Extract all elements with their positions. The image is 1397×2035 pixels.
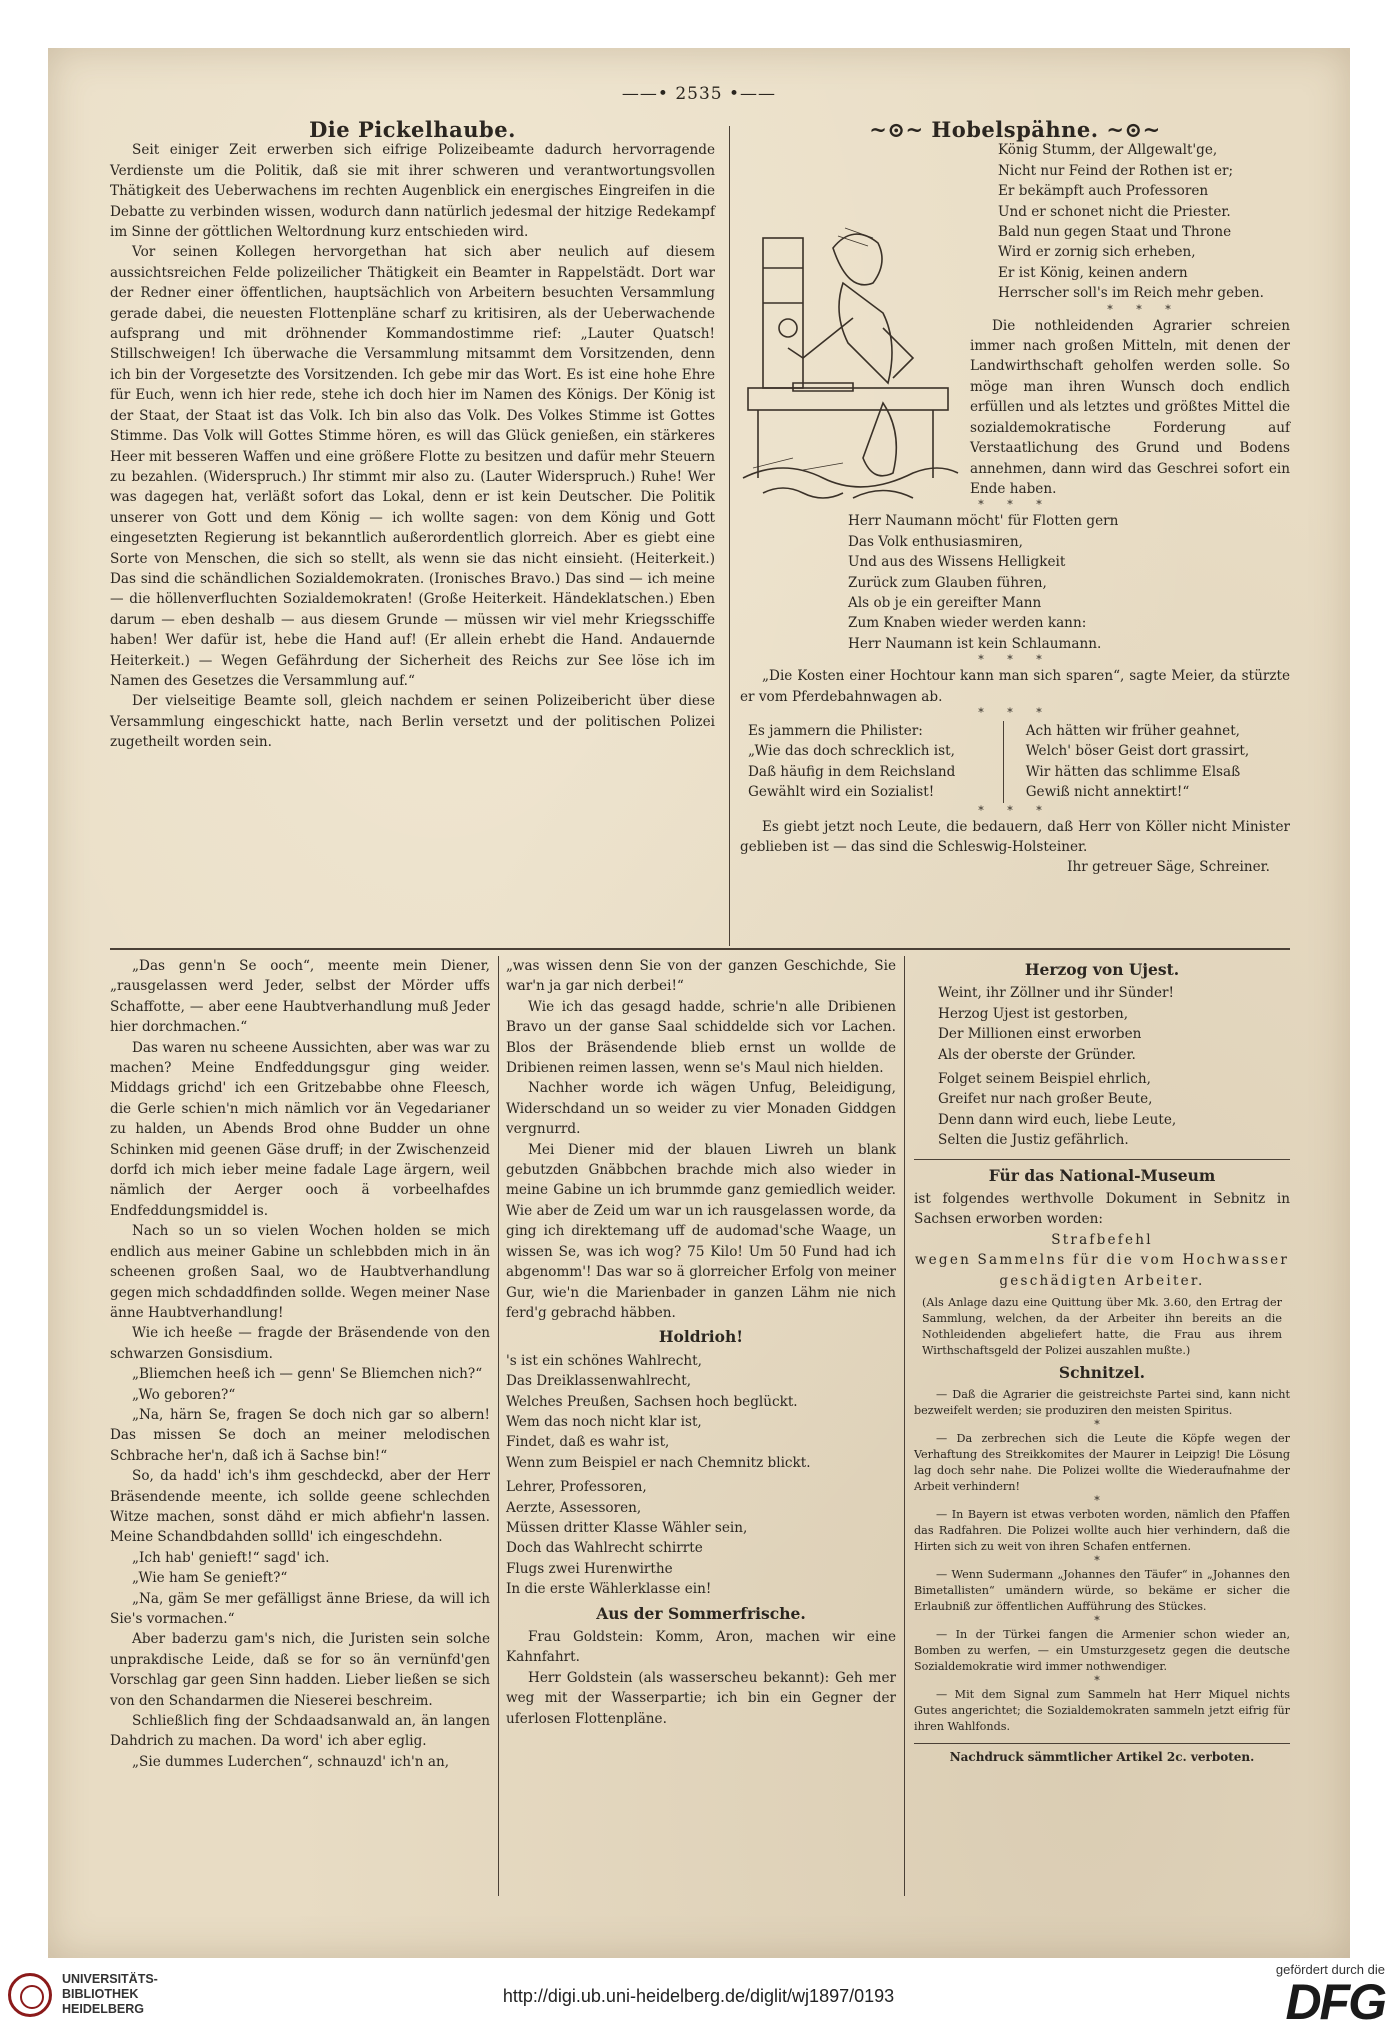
- poem-ujest: [914, 983, 1290, 1150]
- verse-line: Das Dreiklassenwahlrecht,: [506, 1373, 692, 1390]
- list-item: — Da zerbrechen sich die Leute die Köpfe wegen der Verhaftung des Streikkomites der Maurer in Leipzig! Die Lösung lag doch sehr nahe. Die Polizei wollte die Wiederaufnahme der Arbeit verhindern!: [914, 1431, 1290, 1493]
- carpenter-illustration: [733, 208, 963, 513]
- verse-line: Lehrer, Professoren,: [506, 1479, 647, 1496]
- separator-star: *: [1094, 1673, 1110, 1687]
- verse-line: Welch' böser Geist dort grassirt,: [1025, 743, 1250, 760]
- paragraph: Die nothleidenden Agrarier schreien immer nach großen Mitteln, mit denen der Landwirthschaft geholfen werden solle. So möge man ihren Wunsch doch endlich erfüllen und als letztes und größtes Mittel die sozialdemokratische Forderung auf Verstaatlichung des Grund und Bodens annehmen, dann wird das Geschrei sofort ein Ende haben.: [970, 317, 1290, 497]
- section-title: Herzog von Ujest.: [1024, 960, 1180, 979]
- paragraph: „Die Kosten einer Hochtour kann man sich sparen“, sagte Meier, da stürzte er vom Pferdebahnwagen ab.: [740, 668, 1290, 705]
- verse-line: „Wie das doch schrecklich ist,: [748, 743, 955, 760]
- paragraph: ist folgendes werthvolle Dokument in Sebnitz in Sachsen erworben worden:: [914, 1191, 1290, 1228]
- paragraph: „Das genn'n Se ooch“, meente mein Diener, „rausgelassen werd Jeder, selbst der Mörder uffs Schaffotte, — aber eene Haubtverhandlung muß Jeder hier dorchmachen.“: [110, 958, 490, 1036]
- paragraph: „Wie ham Se genieft?“: [132, 1570, 288, 1587]
- paragraph: „Na, gäm Se mer gefälligst änne Briese, da will ich Sie's vormachen.“: [110, 1590, 490, 1627]
- separator-stars: * * *: [978, 498, 1052, 512]
- dfg-logo[interactable]: [1275, 1962, 1385, 2030]
- ornament: ~⊙~: [1106, 117, 1161, 142]
- verse-line: Herzog Ujest ist gestorben,: [938, 1005, 1129, 1022]
- paragraph: Schließlich fing der Schdaadsanwald an, än langen Dahdrich zu machen. Da word' ich aber eglig.: [110, 1713, 490, 1750]
- verse-line: Und er schonet nicht die Priester.: [998, 203, 1231, 220]
- paragraph: Herr Goldstein (als wasserscheu bekannt): Geh mer weg mit der Wasserpartie; ich bin ein Gegner der uferlosen Flottenpläne.: [506, 1669, 896, 1727]
- paragraph: Frau Goldstein: Komm, Aron, machen wir eine Kahnfahrt.: [506, 1629, 896, 1666]
- verse-line: In die erste Wählerklasse ein!: [506, 1581, 712, 1598]
- verse-line: Herrscher soll's im Reich mehr geben.: [998, 285, 1264, 302]
- separator-stars: * * *: [978, 705, 1052, 719]
- paragraph: Mei Diener mid der blauen Liwreh un blank gebutzden Gnäbbchen brachde mich also wieder in meine Gabine un ich brummde ganz gemiedlich weider. Wie aber de Zeid um war un ich rausgelassen worde, da ging ich direktemang uff de audomad'sche Waage, un wissen Se, was ich wog? 75 Kilo! Um 50 Fund had ich abgenomm'! Das war so ä glorreicher Erfolg von meiner Gur, wie'n die Marienbader in ganzen Lähm nie nich ferd'g gebrachd häbben.: [506, 1141, 896, 1321]
- verse-line: Gewiß nicht annektirt!“: [1025, 784, 1190, 801]
- article-title: Die Pickelhaube.: [309, 117, 516, 142]
- separator-star: *: [1094, 1553, 1110, 1567]
- paragraph: Der vielseitige Beamte soll, gleich nachdem er seinen Polizeibericht über diese Versammlung eingeschickt hatte, nach Berlin versetzt und der politischen Polizei zugetheilt worden sein.: [110, 693, 715, 751]
- verse-line: Als der oberste der Gründer.: [938, 1046, 1136, 1063]
- schnitzel-list: [914, 1387, 1290, 1735]
- verse-line: Findet, daß es wahr ist,: [506, 1434, 670, 1451]
- separator-stars: * * *: [978, 803, 1052, 817]
- verse-line: Wem das noch nicht klar ist,: [506, 1413, 702, 1430]
- verse-line: Weint, ihr Zöllner und ihr Sünder!: [938, 985, 1174, 1002]
- poem-column: [748, 721, 1004, 803]
- paragraph: „Sie dummes Luderchen“, schnauzd' ich'n an,: [132, 1753, 450, 1770]
- verse-line: Nicht nur Feind der Rothen ist er;: [998, 162, 1234, 179]
- verse-line: Aerzte, Assessoren,: [506, 1499, 642, 1516]
- verse-line: Greifet nur nach großer Beute,: [938, 1091, 1153, 1108]
- list-item: — In Bayern ist etwas verboten worden, nämlich den Pfaffen das Radfahren. Die Polizei wollte auch hier verhindern, daß die Hirten sich zu weit von ihren Schafen entfernen.: [914, 1507, 1290, 1553]
- section-title: Für das National-Museum: [988, 1165, 1216, 1185]
- verse-line: Folget seinem Beispiel ehrlich,: [938, 1071, 1151, 1088]
- viewer-footer: [0, 1958, 1397, 2035]
- paragraph: Nach so un so vielen Wochen holden se mich endlich aus meiner Gabine un schlebbden mich in än scheenen großen Saal, wo de Haubtverhandlung gegen mich schdaddfinden sollde. Wegen meiner Nase änne Haubtverhandlung!: [110, 1223, 490, 1321]
- verse-line: Bald nun gegen Staat und Throne: [998, 224, 1232, 241]
- verse-line: Selten die Justiz gefährlich.: [938, 1132, 1129, 1149]
- paragraph: Vor seinen Kollegen hervorgethan hat sich aber neulich auf diesem aussichtsreichen Felde polizeilicher Thätigkeit ein Beamter in Rappelstädt. Dort war der Redner einer öffentlichen, hauptsächlich von Arbeitern besuchten Versammlung gerade dabei, die neuesten Flottenpläne scharf zu kritisiren, als der Ueberwachende aufsprang und mit dröhnender Kommandostimme rief: „Lauter Quatsch! Stillschweigen! Ich überwache die Versammlung mitsammt dem Vorsitzenden, denn ich bin der Vorgesetzte des Vorsitzenden. Ich gebe mir das Wort. Es ist eine hohe Ehre für Euch, wenn ich hier rede, stehe ich doch hier im Namen des Königs. Der König ist der Staat, der Staat ist das Volk. Ich bin also das Volk. Des Volkes Stimme ist Gottes Stimme. Das Volk will Gottes Stimme hören, es will das Glück genießen, ein stärkeres Heer mit besseren Waffen und eine größere Flotte zu besitzen und dafür mehr Steuern zu bezahlen. (Widerspruch.) Ihr stimmt mir also zu. (Lauter Widerspruch.) Ruhe! Wer was dagegen hat, verläßt sofort das Lokal, denn er ist kein Deutscher. Die Politik unserer von Gott und dem König — ich wollte sagen: von dem König und Gott eingesetzten Regierung ist bekanntlich außerordentlich glorreich. Aber es giebt eine Sorte von Menschen, die sich so stellt, als wenn sie das nicht einsieht. (Heiterkeit.) Das sind die schändlichen Sozialdemokraten. (Ironisches Bravo.) Das sind — ich meine — die höllenverfluchten Sozialdemokraten! (Große Heiterkeit. Händeklatschen.) Eben darum — eben deshalb — aus diesem Grunde — müssen wir viel mehr Kriegsschiffe haben! Wer dafür ist, hebe die Hand auf! (Er allein erhebt die Hand. Andauernde Heiterkeit.) — Wegen Gefährdung der Sicherheit des Reichs zur See löse ich im Namen des Gesetzes die Versammlung auf.“: [110, 244, 715, 689]
- verse-line: Wir hätten das schlimme Elsaß: [1025, 763, 1241, 780]
- verse-line: Doch das Wahlrecht schirrte: [506, 1540, 703, 1557]
- copyright-notice: Nachdruck sämmtlicher Artikel 2c. verboten.: [914, 1743, 1290, 1767]
- list-item: — Mit dem Signal zum Sammeln hat Herr Miquel nichts Gutes angerichtet; die Sozialdemokraten sammeln jetzt eifrig für ihren Wahlfonds.: [914, 1687, 1290, 1733]
- paragraph: Es giebt jetzt noch Leute, die bedauern, daß Herr von Köller nicht Minister geblieben ist — das sind die Schleswig-Holsteiner.: [740, 818, 1290, 855]
- right-column: [914, 956, 1290, 1767]
- section-title: Schnitzel.: [1058, 1363, 1146, 1383]
- separator-star: *: [1094, 1417, 1110, 1431]
- column-divider: [904, 956, 905, 1896]
- verse-line: Herr Naumann möcht' für Flotten gern: [848, 513, 1119, 530]
- paragraph: Nachher worde ich wägen Unfug, Beleidigung, Widerschdand un so weider zu vier Monaden Giddgen vergnurrd.: [506, 1080, 896, 1138]
- paragraph: Wie ich das gesagd hadde, schrie'n alle Dribienen Bravo un der ganse Saal schiddelde sich vor Lachen. Blos der Bräsendende blieb ernst un wollde de Dribienen reimen lassen, wenn se's Maul nich hielden.: [506, 998, 896, 1077]
- paragraph: „Wo geboren?“: [132, 1386, 236, 1403]
- list-item: — In der Türkei fangen die Armenier schon wieder an, Bomben zu werfen, — ein Umsturzgesetz gegen die deutsche Sozialdemokratie wird immer nothwendiger.: [914, 1627, 1290, 1673]
- ornament: ~⊙~: [869, 117, 924, 142]
- dialect-column-2: [506, 956, 896, 1729]
- museum-note: (Als Anlage dazu eine Quittung über Mk. 3.60, den Ertrag der Sammlung, welchen, da der Arbeiter ihn bereits an die Nothleidenden abgeliefert hatte, die Frau aus ihrem Wirthschaftsgeld der Polizei auszahlen mußte.): [922, 1296, 1282, 1358]
- library-name: UNIVERSITÄTS- BIBLIOTHEK HEIDELBERG: [62, 1972, 158, 2016]
- strafbefehl-title: Strafbefehl: [1051, 1231, 1153, 1248]
- verse-line: Der Millionen einst erworben: [938, 1026, 1142, 1043]
- poem-naumann: [740, 511, 1290, 654]
- verse-line: Er ist König, keinen andern: [998, 264, 1188, 281]
- verse-line: Es jammern die Philister:: [748, 722, 923, 739]
- paragraph: So, da hadd' ich's ihm geschdeckd, aber der Herr Bräsendende meente, ich sollde geene schlechden Witze machen, sonst dähd er mich abfiehr'n lassen. Meine Schandbdahden sollld' ich eingeschdehn.: [110, 1468, 490, 1546]
- paragraph: „was wissen denn Sie von der ganzen Geschichde, Sie war'n ja gar nich derbei!“: [506, 958, 896, 995]
- poem-holdrioh: [506, 1351, 896, 1600]
- page-number: ——• 2535 •——: [621, 84, 777, 104]
- section-title: Holdrioh!: [658, 1327, 744, 1347]
- verse-line: Welches Preußen, Sachsen hoch beglückt.: [506, 1393, 798, 1410]
- poem-elsass: [740, 719, 1290, 805]
- verse-line: Zum Knaben wieder werden kann:: [848, 615, 1087, 632]
- list-item: — Daß die Agrarier die geistreichste Partei sind, kann nicht bezweifelt werden; sie produziren den meisten Spiritus.: [914, 1387, 1290, 1417]
- verse-line: Als ob je ein gereifter Mann: [848, 594, 1042, 611]
- horizontal-divider: [110, 948, 1290, 950]
- poem-column: [1026, 721, 1282, 803]
- verse-line: Er bekämpft auch Professoren: [998, 183, 1209, 200]
- strafbefehl-line: wegen Sammelns für die vom Hochwasser: [914, 1252, 1290, 1269]
- verse-line: Und aus des Wissens Helligkeit: [848, 554, 1066, 571]
- paragraph: „Na, härn Se, fragen Se doch nich gar so albern! Das missen Se doch an meiner melodischen Schbrache her'n, daß ich ä Sachse bin!“: [110, 1406, 490, 1464]
- strafbefehl-line: geschädigten Arbeiter.: [999, 1272, 1205, 1289]
- newspaper-page: [48, 48, 1350, 1958]
- verse-line: Ach hätten wir früher geahnet,: [1025, 722, 1240, 739]
- section-title: Aus der Sommerfrische.: [596, 1603, 806, 1623]
- verse-line: Müssen dritter Klasse Wähler sein,: [506, 1519, 748, 1536]
- verse-line: König Stumm, der Allgewalt'ge,: [998, 142, 1218, 159]
- article-title: ~⊙~ Hobelspähne. ~⊙~: [869, 117, 1161, 142]
- separator-star: *: [1094, 1613, 1110, 1627]
- dfg-wordmark: DFG: [1285, 1974, 1385, 2030]
- verse-line: Daß häufig in dem Reichsland: [748, 763, 956, 780]
- signature: Ihr getreuer Säge, Schreiner.: [1067, 859, 1270, 876]
- verse-line: Das Volk enthusiasmiren,: [848, 533, 1023, 550]
- verse-line: Wenn zum Beispiel er nach Chemnitz blickt.: [506, 1454, 811, 1471]
- paragraph: Aber baderzu gam's nich, die Juristen sein solche unprakdische Leide, daß se for so än vernünfd'gen Vorschlag gar geen Sinn hadden. Lieber ließen se sich von den Schandarmen die Nieserei beschreim.: [110, 1631, 490, 1709]
- column-divider: [498, 956, 499, 1896]
- separator-star: *: [1094, 1493, 1110, 1507]
- verse-line: Gewählt wird ein Sozialist!: [748, 784, 935, 801]
- dialect-column-1: [110, 956, 490, 1772]
- paragraph: „Bliemchen heeß ich — genn' Se Bliemchen nich?“: [132, 1366, 483, 1383]
- paragraph: Das waren nu scheene Aussichten, aber was war zu machen? Meine Endfeddungsgur ging weider. Middags grichd' ich een Gritzebabbe ohne Fleesch, die Gerle schien'n mich nämlich vor än Vegedarianer zu halden, un Abends Brod ohne Budder un ohne Schinken mid geenen Gäse druff; in der Zwischenzeid dorfd ich mich ieber meine fadale Lage ärgern, weil nämlich der Aerger ooch ä vorbeelhafdes Endfeddungsmiddel is.: [110, 1039, 490, 1219]
- paragraph: „Ich hab' genieft!“ sagd' ich.: [132, 1549, 330, 1566]
- separator-stars: * * *: [978, 653, 1052, 667]
- paragraph: Seit einiger Zeit erwerben sich eifrige Polizeibeamte dadurch hervorragende Verdienste um die Politik, daß sie mit ihrer schweren und verantwortungsvollen Thätigkeit des Ueberwachens im rechten Augenblick ein energisches Eingreifen in die Debatte zu verbinden wissen, wodurch dann natürlich jedesmal der hitzige Redekampf im Sinne der göttlichen Weltordnung kurz entschieden wird.: [110, 142, 715, 241]
- list-item: — Wenn Sudermann „Johannes den Täufer“ in „Johannes den Bimetallisten“ umändern würde, so bekäme er sicher die Erlaubniß zur öffentlichen Aufführung des Stückes.: [914, 1567, 1290, 1613]
- column-divider: [729, 126, 730, 946]
- separator-stars: * * *: [1107, 302, 1181, 316]
- article-pickelhaube: [110, 117, 715, 753]
- verse-line: 's ist ein schönes Wahlrecht,: [506, 1352, 702, 1369]
- funded-by-caption: gefördert durch die: [1275, 1962, 1385, 1977]
- verse-line: Flugs zwei Hurenwirthe: [506, 1560, 673, 1577]
- verse-line: Zurück zum Glauben führen,: [848, 574, 1047, 591]
- verse-line: Wird er zornig sich erheben,: [998, 244, 1196, 261]
- verse-line: Denn dann wird euch, liebe Leute,: [938, 1111, 1177, 1128]
- verse-line: Herr Naumann ist kein Schlaumann.: [848, 635, 1102, 652]
- paragraph: Wie ich heeße — fragde der Bräsendende von den schwarzen Gonsisdium.: [110, 1325, 490, 1362]
- permalink-url[interactable]: http://digi.ub.uni-heidelberg.de/diglit/wj1897/0193: [502, 1986, 895, 2006]
